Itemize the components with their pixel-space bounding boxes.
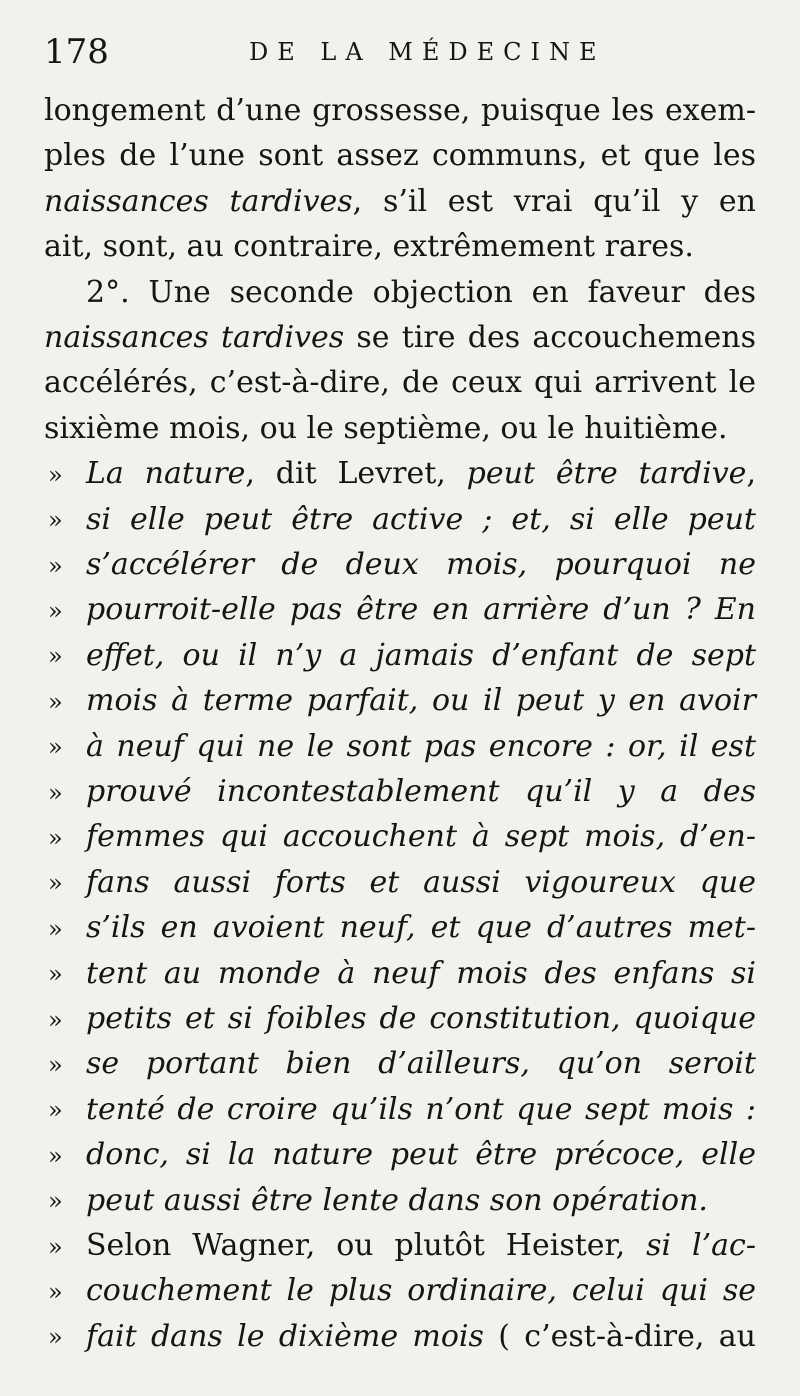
text-line <box>48 724 756 769</box>
text-line <box>48 542 756 587</box>
quotation-mark: » <box>48 687 63 716</box>
text-line <box>44 133 756 178</box>
page-header <box>44 28 764 76</box>
text-line <box>48 1223 756 1268</box>
text-run: , dit Levret, <box>245 456 467 492</box>
text-line <box>48 814 756 859</box>
italic-text-run: naissances tardives <box>44 183 353 219</box>
text-line <box>48 1178 756 1223</box>
quotation-mark: » <box>48 642 63 671</box>
quotation-mark: » <box>48 1050 63 1079</box>
text-line <box>48 451 756 496</box>
quotation-mark: » <box>48 1187 63 1216</box>
italic-text-run: fait dans le dixième mois <box>86 1318 484 1354</box>
quotation-mark: » <box>48 1232 63 1261</box>
text-line <box>48 1087 756 1132</box>
italic-text-run: si elle peut être active ; et, si elle peut <box>86 501 756 537</box>
text-line <box>44 315 756 360</box>
text-line <box>48 497 756 542</box>
italic-text-run: peut aussi être lente dans son opération. <box>86 1182 708 1218</box>
text-run: ( c’est-à-dire, au <box>483 1318 756 1354</box>
page-number: 178 <box>44 32 109 72</box>
text-line <box>48 996 756 1041</box>
italic-text-run: tent au monde à neuf mois des enfans si <box>86 955 756 991</box>
quotation-mark: » <box>48 506 63 535</box>
quotation-mark: » <box>48 460 63 489</box>
text-run: se tire des accouchemens <box>344 320 757 355</box>
text-run: longement d’une grossesse, puisque les exem- <box>44 93 756 128</box>
text-run: ples de l’une sont assez communs, et que les <box>44 138 756 174</box>
text-line <box>48 905 756 950</box>
italic-text-run: fans aussi forts et aussi vigoureux que <box>86 864 756 900</box>
quotation-mark: » <box>48 823 63 852</box>
italic-text-run: s’accélérer de deux mois, pourquoi ne <box>86 547 756 582</box>
italic-text-run: couchement le plus ordinaire, celui qui se <box>86 1273 756 1309</box>
quotation-mark: » <box>48 914 63 943</box>
italic-text-run: petits et si foibles de constitution, quoique <box>86 1001 756 1036</box>
text-run: , <box>746 456 756 492</box>
text-line <box>44 406 756 451</box>
text-run: Selon Wagner, ou plutôt Heister, <box>86 1228 647 1263</box>
italic-text-run: à neuf qui ne le sont pas encore : or, il est <box>86 728 756 764</box>
text-line <box>48 951 756 996</box>
quotation-mark: » <box>48 1096 63 1125</box>
quotation-mark: » <box>48 733 63 762</box>
quotation-mark: » <box>48 1277 63 1306</box>
quotation-mark: » <box>48 596 63 625</box>
italic-text-run: prouvé incontestablement qu’il y a des <box>86 774 756 809</box>
text-line <box>48 678 756 723</box>
text-run: 2°. Une seconde objection en faveur des <box>86 274 756 310</box>
text-line <box>48 1132 756 1177</box>
text-line <box>48 769 756 814</box>
text-line <box>44 88 756 133</box>
italic-text-run: naissances tardives <box>44 320 345 355</box>
text-line <box>44 179 756 224</box>
italic-text-run: effet, ou il n’y a jamais d’enfant de sept <box>86 637 756 673</box>
running-title: DE LA MÉDECINE <box>249 38 606 66</box>
text-line <box>44 224 756 269</box>
italic-text-run: pourroit-elle pas être en arrière d’un ? En <box>86 592 756 628</box>
quotation-mark: » <box>48 869 63 898</box>
text-run: accélérés, c’est-à-dire, de ceux qui arrivent le <box>44 365 756 401</box>
quotation-mark: » <box>48 960 63 989</box>
italic-text-run: s’ils en avoient neuf, et que d’autres met- <box>86 910 756 946</box>
text-run: , s’il est vrai qu’il y en <box>352 183 757 219</box>
text-line <box>86 270 756 315</box>
text-line <box>48 860 756 905</box>
text-run: sixième mois, ou le septième, ou le huitième. <box>44 410 728 446</box>
text-line <box>48 587 756 632</box>
quotation-mark: » <box>48 1323 63 1352</box>
italic-text-run: donc, si la nature peut être précoce, elle <box>86 1137 756 1173</box>
text-line <box>48 633 756 678</box>
text-line <box>48 1314 756 1359</box>
italic-text-run: mois à terme parfait, ou il peut y en avoir <box>86 683 756 719</box>
quotation-mark: » <box>48 551 63 580</box>
text-line <box>48 1268 756 1313</box>
italic-text-run: femmes qui accouchent à sept mois, d’en- <box>86 819 756 855</box>
quotation-mark: » <box>48 778 63 807</box>
italic-text-run: si l’ac- <box>646 1228 756 1263</box>
text-line <box>48 1041 756 1086</box>
italic-text-run: se portant bien d’ailleurs, qu’on seroit <box>86 1046 756 1082</box>
quotation-mark: » <box>48 1005 63 1034</box>
italic-text-run: peut être tardive <box>466 456 747 492</box>
italic-text-run: La nature <box>86 456 246 492</box>
italic-text-run: tenté de croire qu’ils n’ont que sept mois : <box>86 1091 756 1127</box>
text-line <box>44 360 756 405</box>
text-run: ait, sont, au contraire, extrêmement rares. <box>44 229 694 265</box>
quotation-mark: » <box>48 1141 63 1170</box>
